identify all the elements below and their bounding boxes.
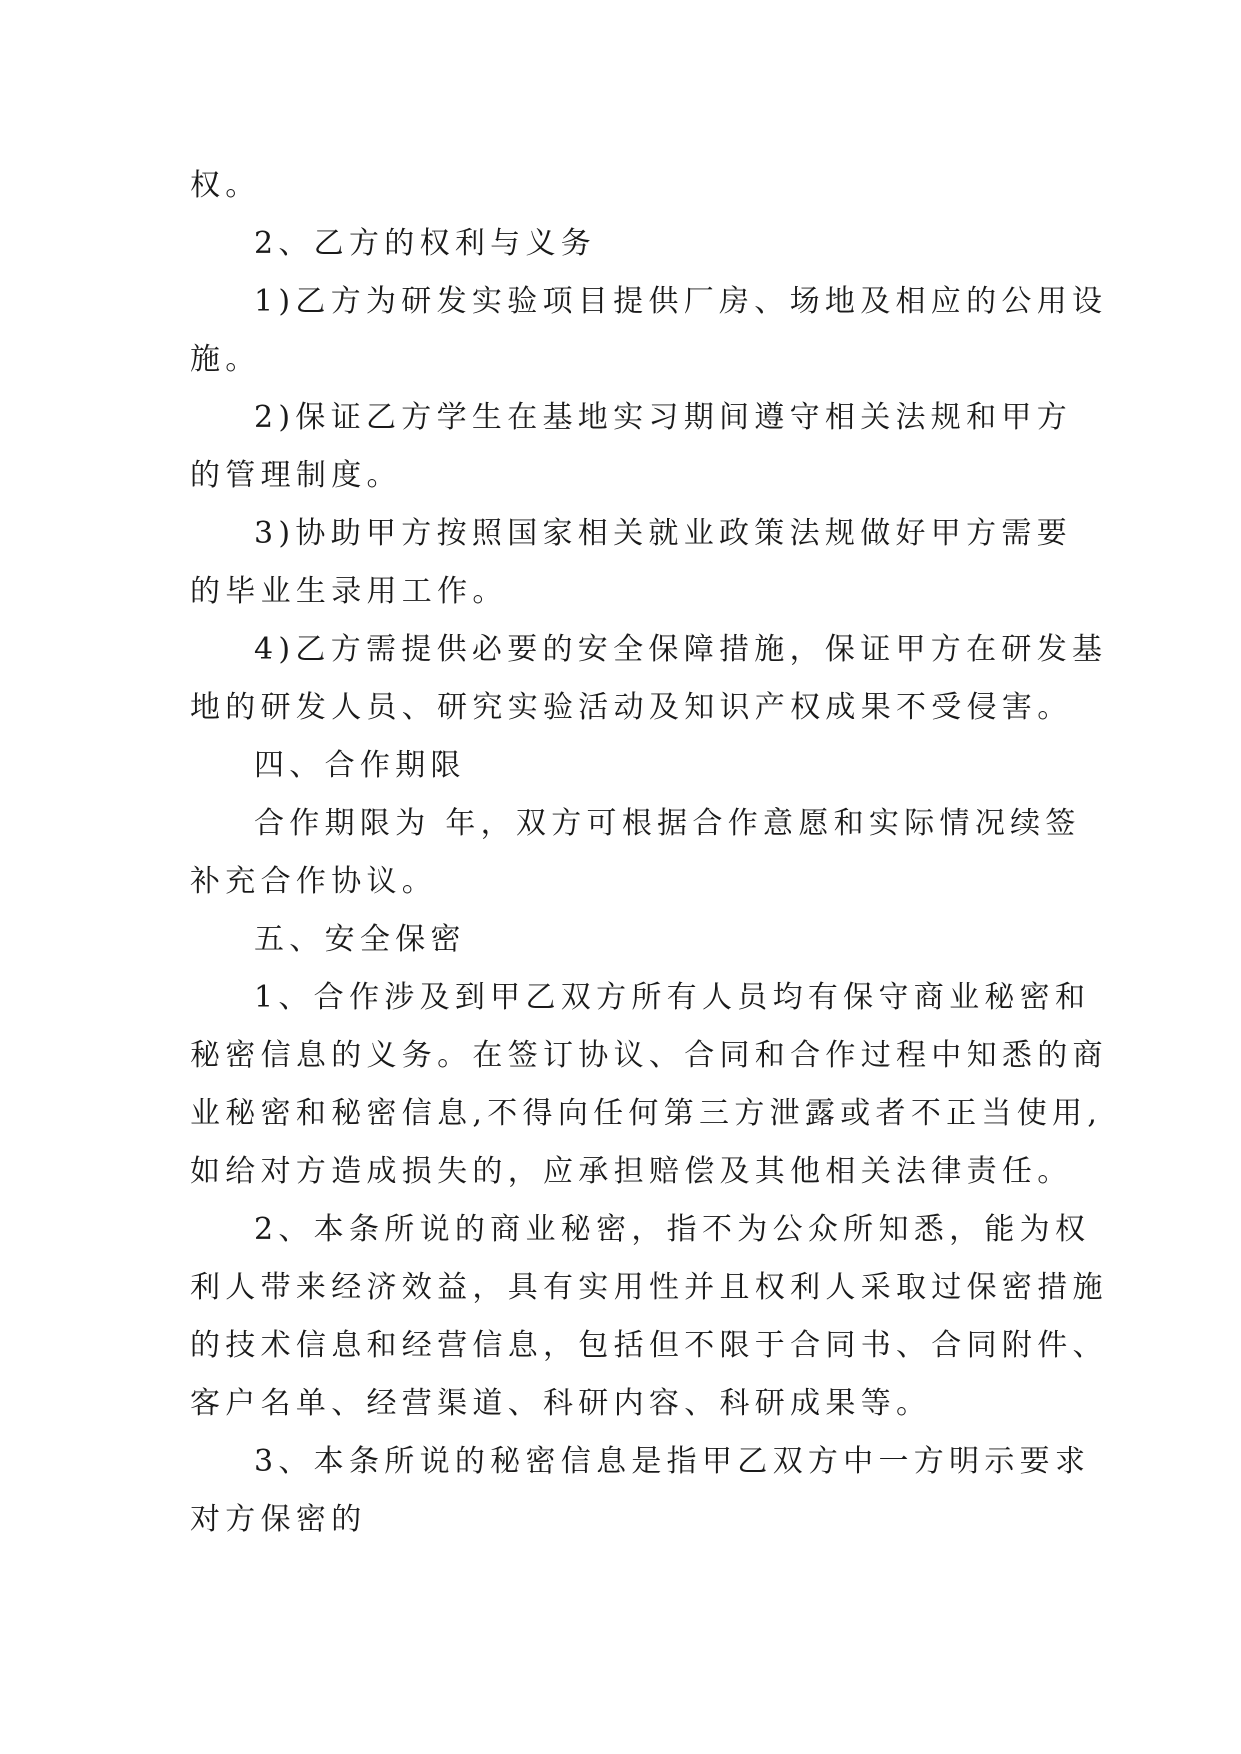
text-line-16: 秘密信息的义务。在签订协议、合同和合作过程中知悉的商 xyxy=(190,1038,1108,1073)
text-line-1: 权。 xyxy=(190,168,261,203)
text-line-22: 客户名单、经营渠道、科研内容、科研成果等。 xyxy=(190,1386,932,1421)
section-heading-cooperation-term: 四、合作期限 xyxy=(254,748,466,783)
text-line-6: 的管理制度。 xyxy=(190,458,402,493)
text-line-15: 1、合作涉及到甲乙双方所有人员均有保守商业秘密和 xyxy=(254,980,1091,1015)
text-line-20: 利人带来经济效益，具有实用性并且权利人采取过保密措施 xyxy=(190,1270,1108,1305)
text-line-12: 合作期限为 年，双方可根据合作意愿和实际情况续签 xyxy=(254,806,1081,841)
text-line-21: 的技术信息和经营信息，包括但不限于合同书、合同附件、 xyxy=(190,1328,1108,1363)
text-line-17: 业秘密和秘密信息,不得向任何第三方泄露或者不正当使用, xyxy=(190,1096,1103,1131)
text-line-9: 4)乙方需提供必要的安全保障措施，保证甲方在研发基 xyxy=(254,632,1108,667)
text-line-3: 1)乙方为研发实验项目提供厂房、场地及相应的公用设 xyxy=(254,284,1108,319)
text-line-23: 3、本条所说的秘密信息是指甲乙双方中一方明示要求 xyxy=(254,1444,1091,1479)
text-line-24: 对方保密的 xyxy=(190,1502,367,1537)
section-heading-confidentiality: 五、安全保密 xyxy=(254,922,466,957)
text-line-13: 补充合作协议。 xyxy=(190,864,438,899)
text-line-10: 地的研发人员、研究实验活动及知识产权成果不受侵害。 xyxy=(190,690,1073,725)
text-line-18: 如给对方造成损失的，应承担赔偿及其他相关法律责任。 xyxy=(190,1154,1073,1189)
text-line-4: 施。 xyxy=(190,342,261,377)
text-line-8: 的毕业生录用工作。 xyxy=(190,574,508,609)
text-line-5: 2)保证乙方学生在基地实习期间遵守相关法规和甲方 xyxy=(254,400,1072,435)
section-heading-party-b-rights: 2、乙方的权利与义务 xyxy=(254,226,597,261)
text-line-19: 2、本条所说的商业秘密，指不为公众所知悉，能为权 xyxy=(254,1212,1091,1247)
text-line-7: 3)协助甲方按照国家相关就业政策法规做好甲方需要 xyxy=(254,516,1072,551)
